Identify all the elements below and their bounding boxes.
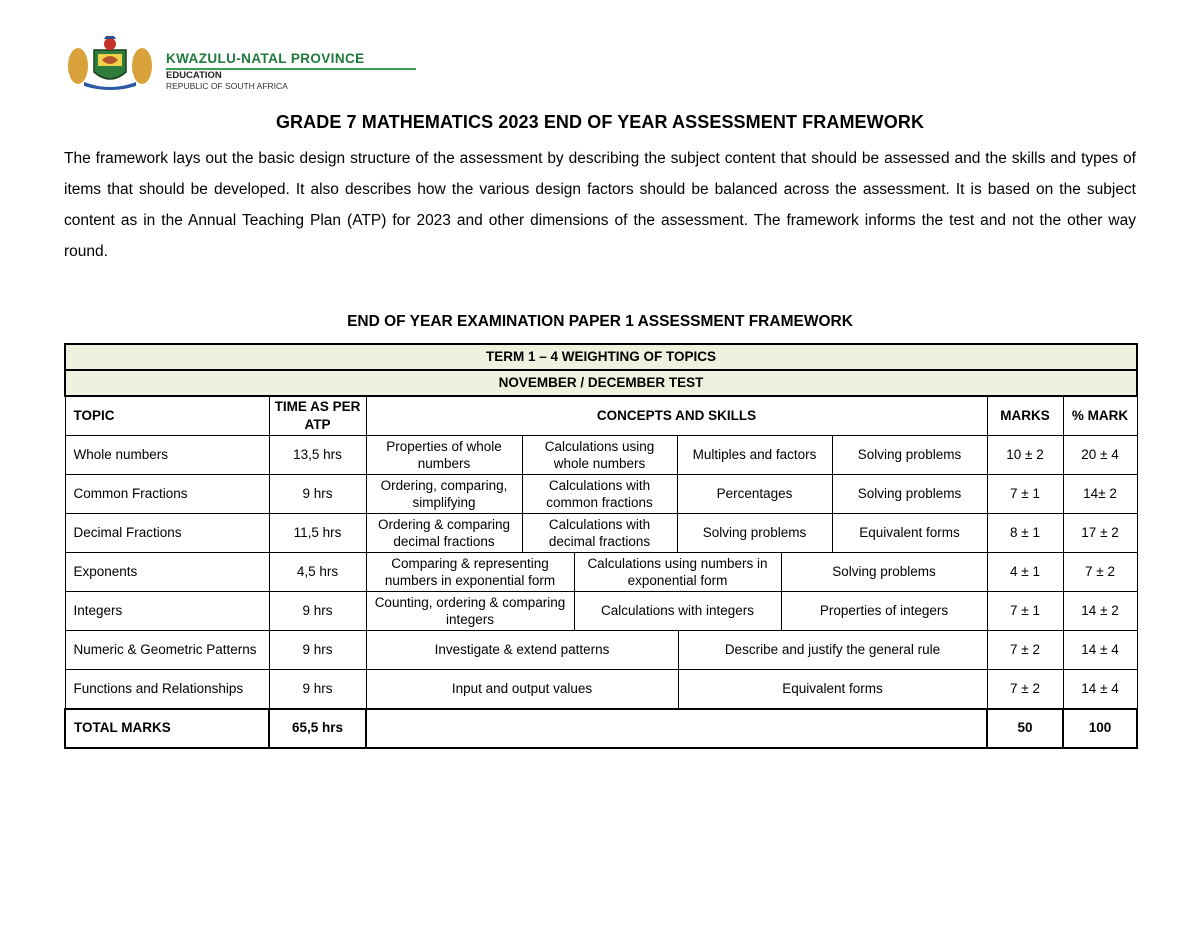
time-cell: 9 hrs bbox=[269, 669, 366, 709]
marks-cell: 10 ± 2 bbox=[987, 435, 1063, 474]
topic-cell: Decimal Fractions bbox=[65, 513, 269, 552]
marks-cell: 7 ± 2 bbox=[987, 669, 1063, 709]
concept-item: Calculations using whole numbers bbox=[522, 436, 677, 474]
percent-cell: 17 ± 2 bbox=[1063, 513, 1137, 552]
concepts-cell bbox=[366, 513, 987, 552]
concept-item: Ordering & comparing decimal fractions bbox=[377, 516, 511, 549]
concept-item: Percentages bbox=[677, 475, 832, 513]
table-row bbox=[65, 474, 1137, 513]
table-row bbox=[65, 591, 1137, 630]
time-cell: 13,5 hrs bbox=[269, 435, 366, 474]
time-cell: 9 hrs bbox=[269, 630, 366, 669]
topic-cell: Numeric & Geometric Patterns bbox=[65, 630, 269, 669]
kzn-coat-of-arms-icon bbox=[64, 36, 156, 92]
percent-cell: 7 ± 2 bbox=[1063, 552, 1137, 591]
concept-item: Comparing & representing numbers in exponential form bbox=[384, 555, 556, 588]
percent-cell: 14± 2 bbox=[1063, 474, 1137, 513]
header-time: TIME AS PER ATP bbox=[269, 396, 366, 435]
percent-cell: 14 ± 4 bbox=[1063, 630, 1137, 669]
marks-cell: 7 ± 1 bbox=[987, 591, 1063, 630]
table-band-row bbox=[65, 344, 1137, 370]
time-cell: 11,5 hrs bbox=[269, 513, 366, 552]
total-time: 65,5 hrs bbox=[269, 709, 366, 748]
table-row bbox=[65, 513, 1137, 552]
concept-item: Properties of integers bbox=[781, 592, 987, 630]
time-cell: 9 hrs bbox=[269, 591, 366, 630]
concept-item: Calculations with integers bbox=[574, 592, 781, 630]
concept-item: Equivalent forms bbox=[832, 514, 987, 552]
total-marks: 50 bbox=[987, 709, 1063, 748]
table-header-row bbox=[65, 396, 1137, 435]
topic-cell: Integers bbox=[65, 591, 269, 630]
logo-province-text: KWAZULU-NATAL PROVINCE bbox=[166, 51, 365, 66]
concepts-cell bbox=[366, 630, 987, 669]
table-row bbox=[65, 552, 1137, 591]
marks-cell: 7 ± 2 bbox=[987, 630, 1063, 669]
concept-item: Equivalent forms bbox=[678, 670, 987, 708]
percent-cell: 20 ± 4 bbox=[1063, 435, 1137, 474]
concept-item: Solving problems bbox=[677, 514, 832, 552]
concept-item: Investigate & extend patterns bbox=[434, 642, 610, 657]
header-topic: TOPIC bbox=[65, 396, 269, 435]
header-percent: % MARK bbox=[1063, 396, 1137, 435]
table-row bbox=[65, 435, 1137, 474]
concept-item: Calculations using numbers in exponential form bbox=[574, 553, 781, 591]
marks-cell: 7 ± 1 bbox=[987, 474, 1063, 513]
band-term-weighting: TERM 1 – 4 WEIGHTING OF TOPICS bbox=[65, 344, 1137, 370]
table-title: END OF YEAR EXAMINATION PAPER 1 ASSESSMENT FRAMEWORK bbox=[347, 313, 853, 330]
concepts-cell bbox=[366, 669, 987, 709]
percent-cell: 14 ± 2 bbox=[1063, 591, 1137, 630]
band-test-period: NOVEMBER / DECEMBER TEST bbox=[65, 370, 1137, 396]
concept-item: Multiples and factors bbox=[677, 436, 832, 474]
concept-item: Ordering, comparing, simplifying bbox=[380, 477, 508, 510]
intro-paragraph: The framework lays out the basic design structure of the assessment by describing the subject content that should be assessed and the skills and types of items that should be developed. It also describes how the various design factors should be balanced across the assessment. It is based on the subject content as in the Annual Teaching Plan (ATP) for 2023 and other dimensions of the assessment. The framework informs the test and not the other way round. bbox=[64, 150, 1136, 260]
concept-item: Counting, ordering & comparing integers bbox=[374, 594, 566, 627]
logo-department-text: EDUCATION bbox=[166, 70, 222, 81]
topic-cell: Functions and Relationships bbox=[65, 669, 269, 709]
page-title: GRADE 7 MATHEMATICS 2023 END OF YEAR ASSESSMENT FRAMEWORK bbox=[275, 112, 925, 132]
logo-country-text: REPUBLIC OF SOUTH AFRICA bbox=[166, 81, 288, 91]
table-band-row bbox=[65, 370, 1137, 396]
topic-cell: Whole numbers bbox=[65, 435, 269, 474]
time-cell: 4,5 hrs bbox=[269, 552, 366, 591]
header-concepts: CONCEPTS AND SKILLS bbox=[366, 396, 987, 435]
table-row bbox=[65, 630, 1137, 669]
topic-cell: Common Fractions bbox=[65, 474, 269, 513]
concept-item: Input and output values bbox=[451, 681, 593, 696]
concept-item: Describe and justify the general rule bbox=[678, 631, 987, 669]
concept-item: Solving problems bbox=[832, 436, 987, 474]
assessment-framework-table bbox=[64, 343, 1138, 749]
concepts-cell bbox=[366, 591, 987, 630]
marks-cell: 4 ± 1 bbox=[987, 552, 1063, 591]
total-label: TOTAL MARKS bbox=[65, 709, 269, 748]
total-percent: 100 bbox=[1063, 709, 1137, 748]
concepts-cell bbox=[366, 552, 987, 591]
concept-item: Solving problems bbox=[832, 475, 987, 513]
table-row bbox=[65, 669, 1137, 709]
concepts-cell bbox=[366, 435, 987, 474]
header-marks: MARKS bbox=[987, 396, 1063, 435]
concepts-cell bbox=[366, 474, 987, 513]
marks-cell: 8 ± 1 bbox=[987, 513, 1063, 552]
time-cell: 9 hrs bbox=[269, 474, 366, 513]
header bbox=[64, 36, 464, 92]
concept-item: Properties of whole numbers bbox=[386, 438, 502, 471]
total-row bbox=[65, 709, 1137, 748]
concept-item: Solving problems bbox=[781, 553, 987, 591]
concept-item: Calculations with common fractions bbox=[522, 475, 677, 513]
topic-cell: Exponents bbox=[65, 552, 269, 591]
percent-cell: 14 ± 4 bbox=[1063, 669, 1137, 709]
concept-item: Calculations with decimal fractions bbox=[522, 514, 677, 552]
total-concepts-empty bbox=[366, 709, 987, 748]
